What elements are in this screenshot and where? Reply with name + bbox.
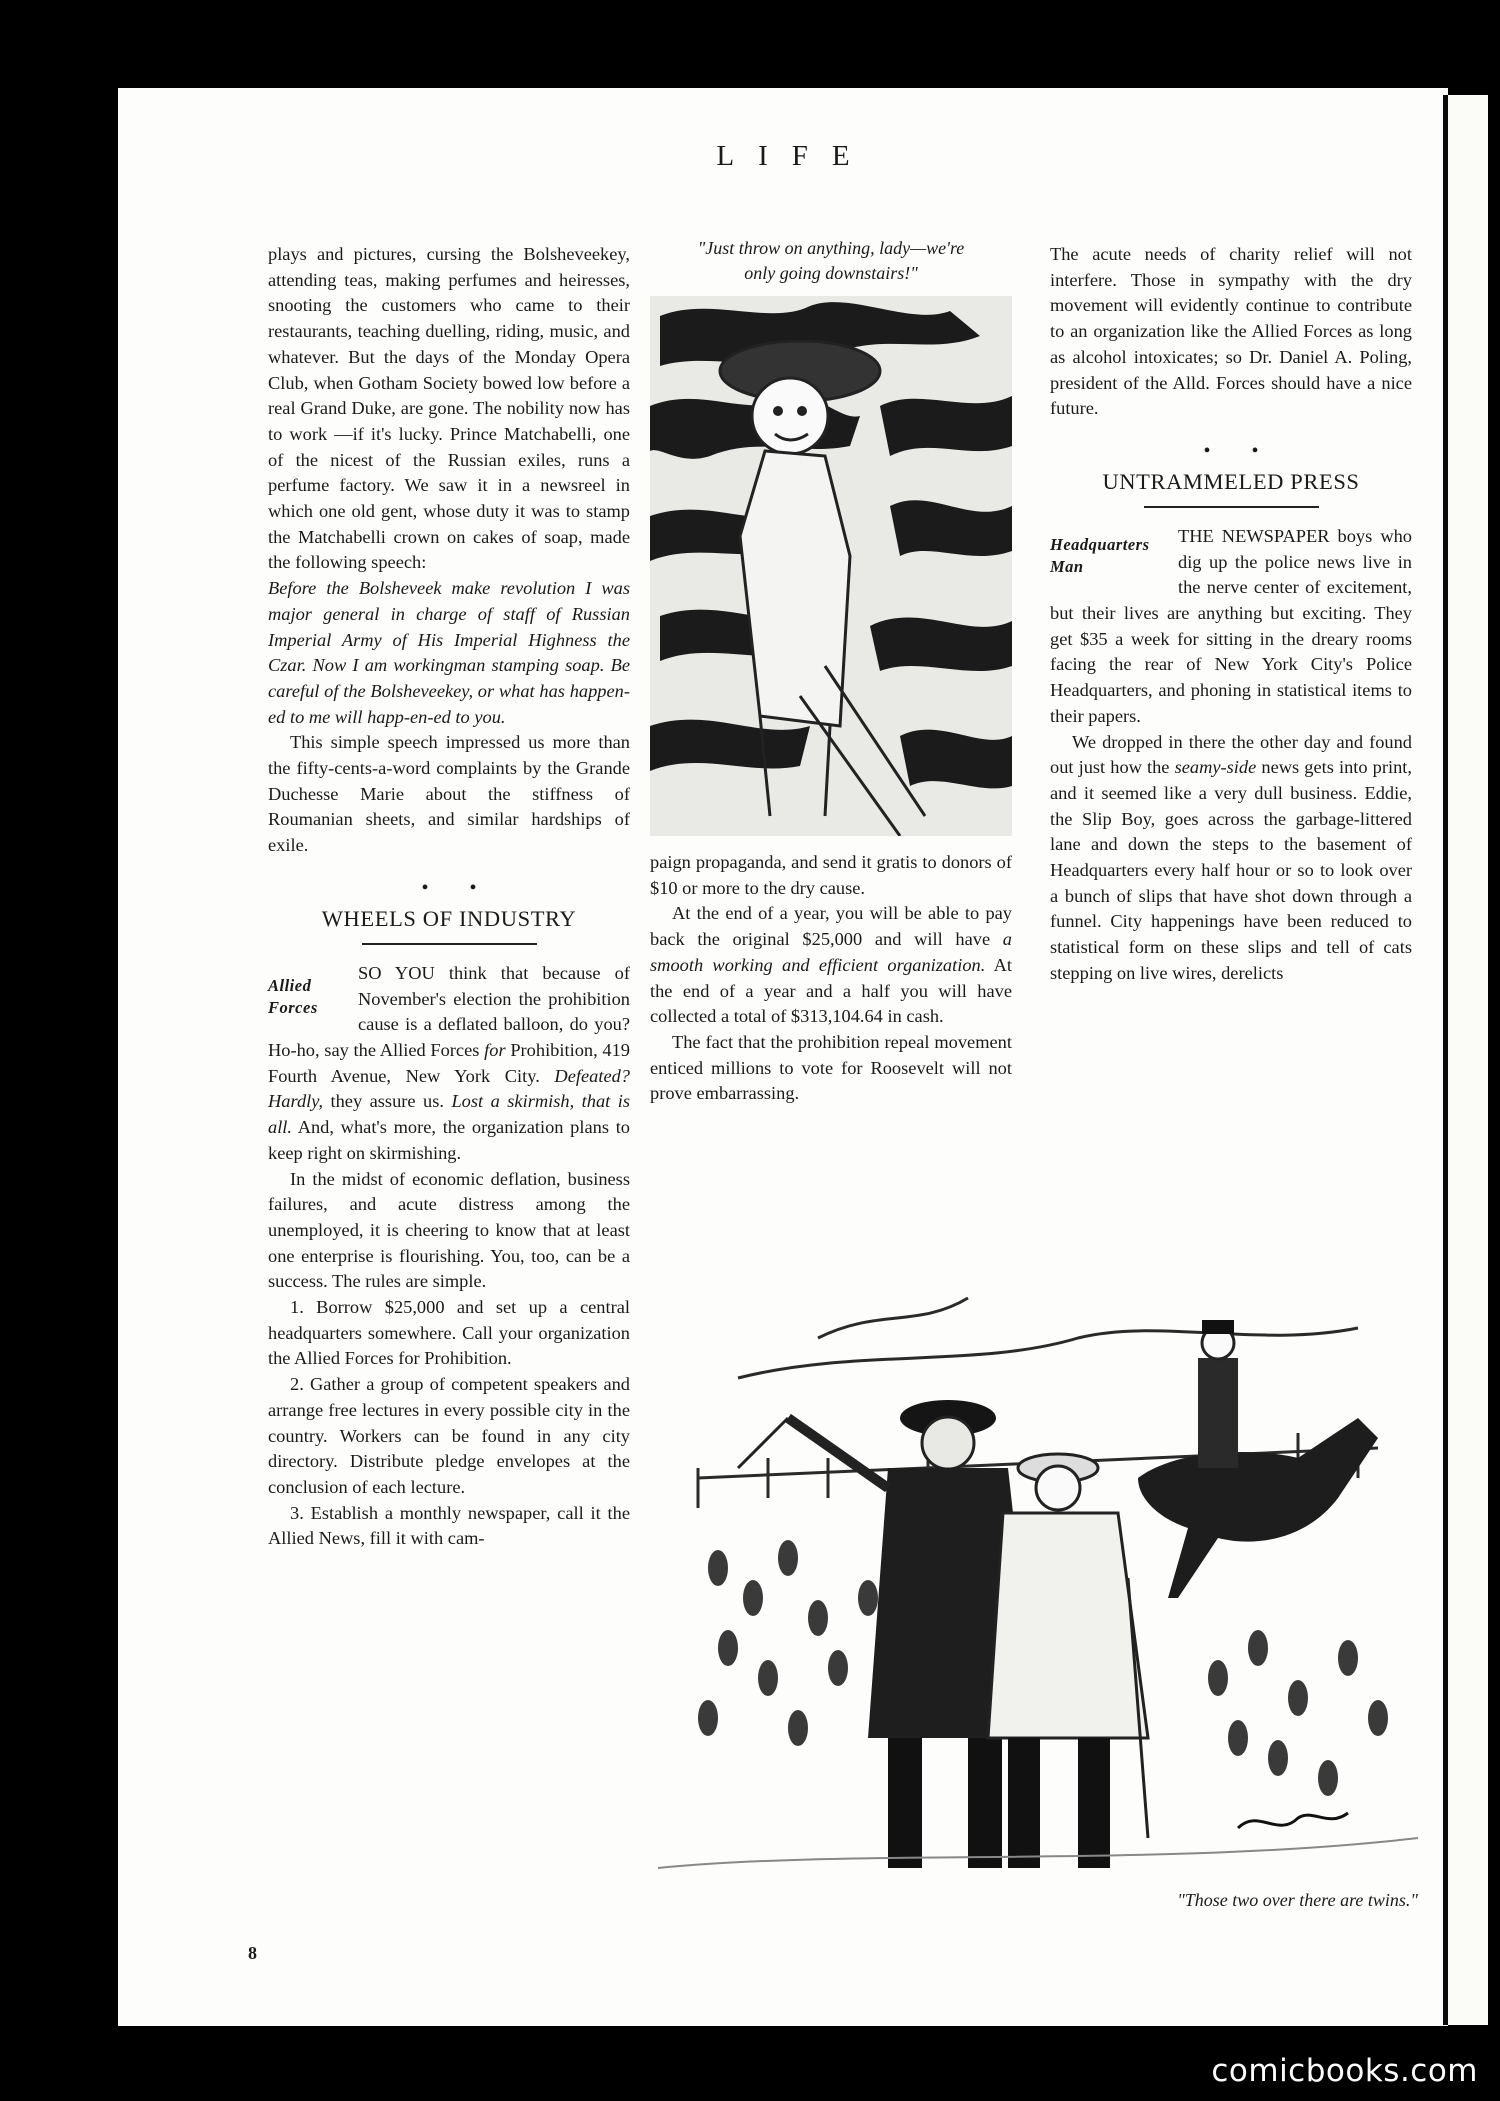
- col3-paragraph-1: The acute needs of charity relief will not interfere. Those in sympathy with the dry movement will evidently continue to contribute to an organization like the Allied Forces as long as alcohol intoxicates; so Dr. Daniel A. Poling, president of the Alld. Forces should have a nice future.: [1050, 244, 1412, 419]
- col1-paragraph-4: In the midst of economic deflation, business failures, and acute distress among the unemployed, it is cheering to know that at least one enterprise is flourishing. You, too, can be a success. The rules are simple.: [268, 1168, 630, 1292]
- col2-paragraph-3: The fact that the prohibition repeal movement enticed millions to vote for Roosevelt will not prove embarrassing.: [650, 1031, 1012, 1104]
- fox-hunt-illustration: [658, 1178, 1418, 1918]
- col1-rule-2: 2. Gather a group of competent speakers and arrange free lectures in every possible city in the country. Workers can be found in any city directory. Distribute pledge envelopes at the conclusion of each lecture.: [268, 1374, 630, 1497]
- column-1: [268, 242, 630, 1552]
- col1-quote: Before the Bolsheveek make revolution I was major general in charge of staff of Russian Imperial Army of His Imperial Highness the Czar. Now I am workingman stamping soap. Be careful of the Bolsheveekey, or what has happen-ed to me will happ-en-ed to you.: [268, 578, 630, 727]
- heading-untrammeled-press: UNTRAMMELED PRESS: [1102, 468, 1360, 494]
- col1-paragraph-3: SO YOU think that because of November's election the prohibition cause is a deflated balloon, do you? Ho-ho, say the Allied Forces for Prohibition, 419 Fourth Avenue, New York City. Defeated? Hardly, they assure us. Lost a skirmish, that is all. And, what's more, the organization plans to keep right on skirmishing.: [268, 962, 630, 1163]
- section-divider: • •: [1203, 439, 1277, 462]
- col1-paragraph-2: This simple speech impressed us more than the fifty-cents-a-word complaints by the Grande Duchesse Marie about the stiffness of Roumanian sheets, and similar hardships of exile.: [268, 732, 630, 856]
- margin-label-allied-forces: Allied Forces: [268, 975, 318, 1017]
- heading-rule: [362, 943, 537, 945]
- col2-paragraph-1: paign propaganda, and send it gratis to donors of $10 or more to the dry cause.: [650, 852, 1012, 898]
- magazine-page: [118, 88, 1448, 2026]
- col1-rule-3: 3. Establish a monthly newspaper, call it the Allied News, fill it with cam-: [268, 1502, 630, 1549]
- col2-paragraph-2: At the end of a year, you will be able to pay back the original $25,000 and will have a smooth working and efficient organization. At the end of a year and a half you will have collected a total of $313,104.64 in cash.: [650, 903, 1012, 1027]
- heading-wheels-of-industry: WHEELS OF INDUSTRY: [321, 905, 577, 931]
- artist-signature: [1238, 1813, 1348, 1828]
- col1-paragraph-1: plays and pictures, cursing the Bolsheveekey, attending teas, making perfumes and heiresses, snooting the customers who came to their restaurants, teaching duelling, riding, music, and whatever. But the days of the Monday Opera Club, when Gotham Society bowed low before a real Grand Duke, are gone. The nobility now has to work —if it's lucky. Prince Matchabelli, one of the nicest of the Russian exiles, runs a perfume factory. We saw it in a newsreel in which one old gent, whose duty it was to stamp the Matchabelli crown on cakes of soap, made the following speech:: [268, 244, 630, 573]
- heading-rule: [1144, 506, 1319, 508]
- column-3: [1050, 242, 1412, 987]
- watermark: comicbooks.com: [1211, 2053, 1478, 2089]
- page-number: 8: [248, 1943, 257, 1963]
- cartoon-fireman: [650, 296, 1012, 836]
- masthead: LIFE: [716, 140, 874, 172]
- section-divider: • •: [421, 876, 495, 899]
- margin-label-headquarters-man: Headquarters Man: [1050, 534, 1150, 576]
- cartoon-caption-top: "Just throw on anything, lady—we're only going downstairs!": [697, 238, 965, 283]
- cartoon-caption-bottom: "Those two over there are twins.": [1177, 1890, 1418, 1910]
- col1-rule-1: 1. Borrow $25,000 and set up a central headquarters somewhere. Call your organization the Allied Forces for Prohibition.: [268, 1297, 630, 1369]
- column-2: [650, 236, 1012, 1107]
- next-page-edge: [1448, 95, 1488, 2025]
- cartoon-fox-hunt: [658, 1178, 1418, 1918]
- col3-paragraph-3: We dropped in there the other day and found out just how the seamy-side news gets into print, and it seemed like a very dull business. Eddie, the Slip Boy, goes across the garbage-littered lane and down the steps to the basement of Headquarters every half hour or so to look over a bunch of slips that have shot down through a funnel. City happenings have been reduced to statistical form on these slips and tell of cats stepping on live wires, derelicts: [1050, 731, 1412, 983]
- col3-paragraph-2: THE NEWSPAPER boys who dig up the police news live in the nerve center of excitement, but their lives are anything but exciting. They get $35 a week for sitting in the dreary rooms facing the rear of New York City's Police Headquarters, and phoning in statistical items to their papers.: [1050, 525, 1412, 726]
- fireman-illustration: [650, 296, 1012, 836]
